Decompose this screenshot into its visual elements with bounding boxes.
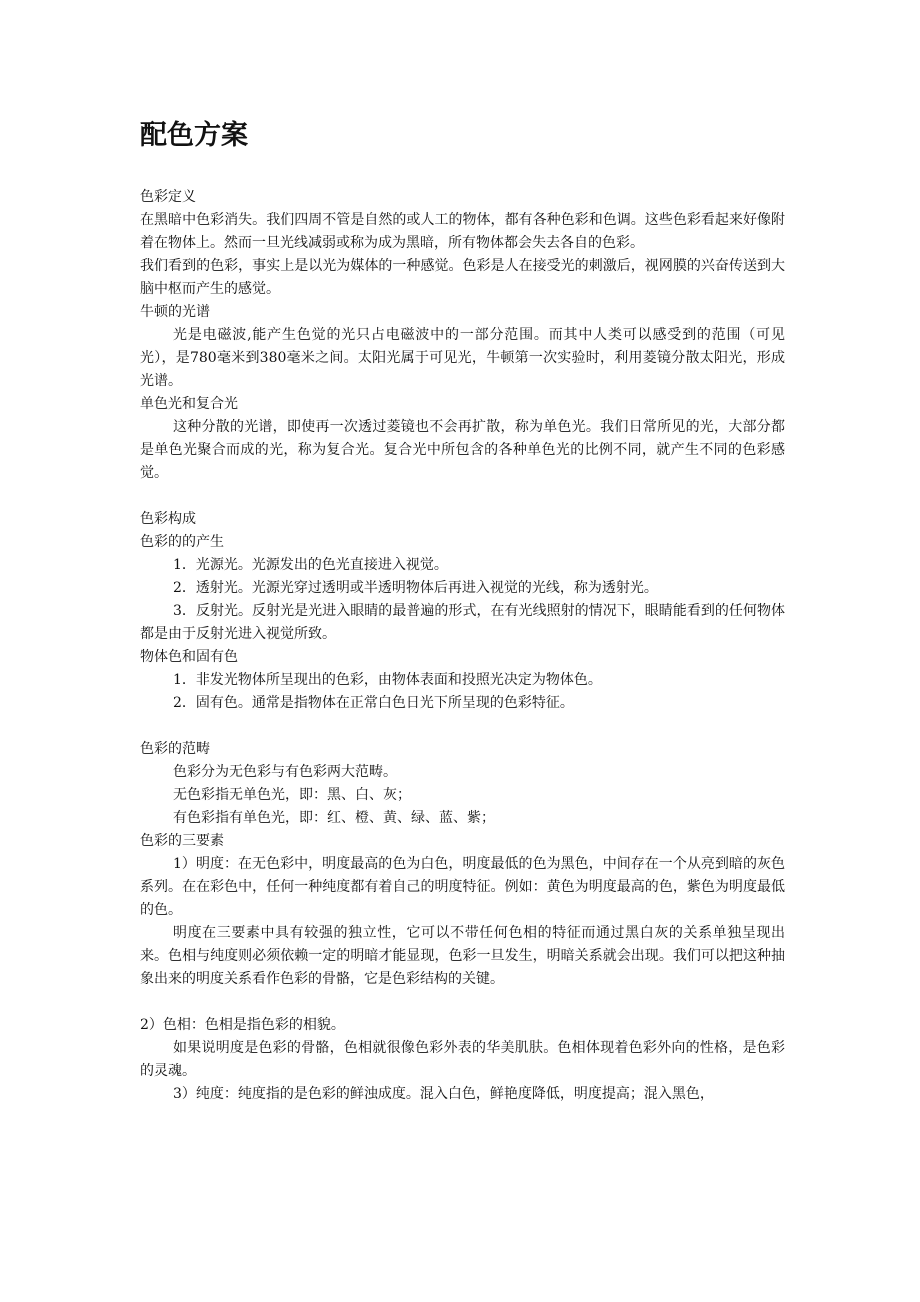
paragraph: 光是电磁波,能产生色觉的光只占电磁波中的一部分范围。而其中人类可以感受到的范围（可见光），是780毫米到380毫米之间。太阳光属于可见光，牛顿第一次实验时，利用菱镜分散太阳光，形成光谱。 [140,327,785,389]
subheading-object-color: 物体色和固有色 [140,649,238,665]
section-heading-definition: 色彩定义 [140,189,196,205]
paragraph-purity: 3）纯度：纯度指的是色彩的鲜浊成度。混入白色，鲜艳度降低，明度提高；混入黑色， [173,1086,714,1102]
subheading-production: 色彩的的产生 [140,534,224,550]
list-item: 2．透射光。光源光穿过透明或半透明物体后再进入视觉的光线，称为透射光。 [173,580,658,596]
paragraph: 色彩分为无色彩与有色彩两大范畴。 [173,764,397,780]
paragraph: 有色彩指有单色光，即：红、橙、黄、绿、蓝、紫； [173,810,495,826]
subheading-three-elements: 色彩的三要素 [140,833,224,849]
list-item: 1．光源光。光源发出的色光直接进入视觉。 [173,557,448,573]
section-heading-composition: 色彩构成 [140,511,196,527]
paragraph: 在黑暗中色彩消失。我们四周不管是自然的或人工的物体，都有各种色彩和色调。这些色彩看起来好像附着在物体上。然而一旦光线减弱或称为成为黑暗，所有物体都会失去各自的色彩。 [140,212,785,251]
list-item: 1．非发光物体所呈现出的色彩，由物体表面和投照光决定为物体色。 [173,672,602,688]
paragraph-brightness: 1）明度：在无色彩中，明度最高的色为白色，明度最低的色为黑色，中间存在一个从亮到暗的灰色系列。在在彩色中，任何一种纯度都有着自己的明度特征。例如：黄色为明度最高的色，紫色为明度最低的色。 [140,856,785,918]
list-item: 3．反射光。反射光是光进入眼睛的最普遍的形式，在有光线照射的情况下，眼睛能看到的任何物体都是由于反射光进入视觉所致。 [140,603,785,642]
paragraph: 这种分散的光谱，即使再一次透过菱镜也不会再扩散，称为单色光。我们日常所见的光，大部分都是单色光聚合而成的光，称为复合光。复合光中所包含的各种单色光的比例不同，就产生不同的色彩感觉。 [140,419,785,481]
subheading-spectrum: 牛顿的光谱 [140,304,210,320]
paragraph: 无色彩指无单色光，即：黑、白、灰； [173,787,411,803]
subheading-mono-light: 单色光和复合光 [140,396,238,412]
list-item: 2．固有色。通常是指物体在正常白色日光下所呈现的色彩特征。 [173,695,574,711]
paragraph-hue: 2）色相：色相是指色彩的相貌。 [140,1017,345,1033]
paragraph: 我们看到的色彩，事实上是以光为媒体的一种感觉。色彩是人在接受光的刺激后，视网膜的兴奋传送到大脑中枢而产生的感觉。 [140,258,785,297]
document-page [140,118,785,1106]
paragraph: 明度在三要素中具有较强的独立性，它可以不带任何色相的特征而通过黑白灰的关系单独呈现出来。色相与纯度则必须依赖一定的明暗才能显现，色彩一旦发生，明暗关系就会出现。我们可以把这种抽象出来的明度关系看作色彩的骨骼，它是色彩结构的关键。 [140,925,785,987]
section-heading-category: 色彩的范畴 [140,741,210,757]
page-title: 配色方案 [140,120,248,151]
paragraph: 如果说明度是色彩的骨骼，色相就很像色彩外表的华美肌肤。色相体现着色彩外向的性格，是色彩的灵魂。 [140,1040,785,1079]
